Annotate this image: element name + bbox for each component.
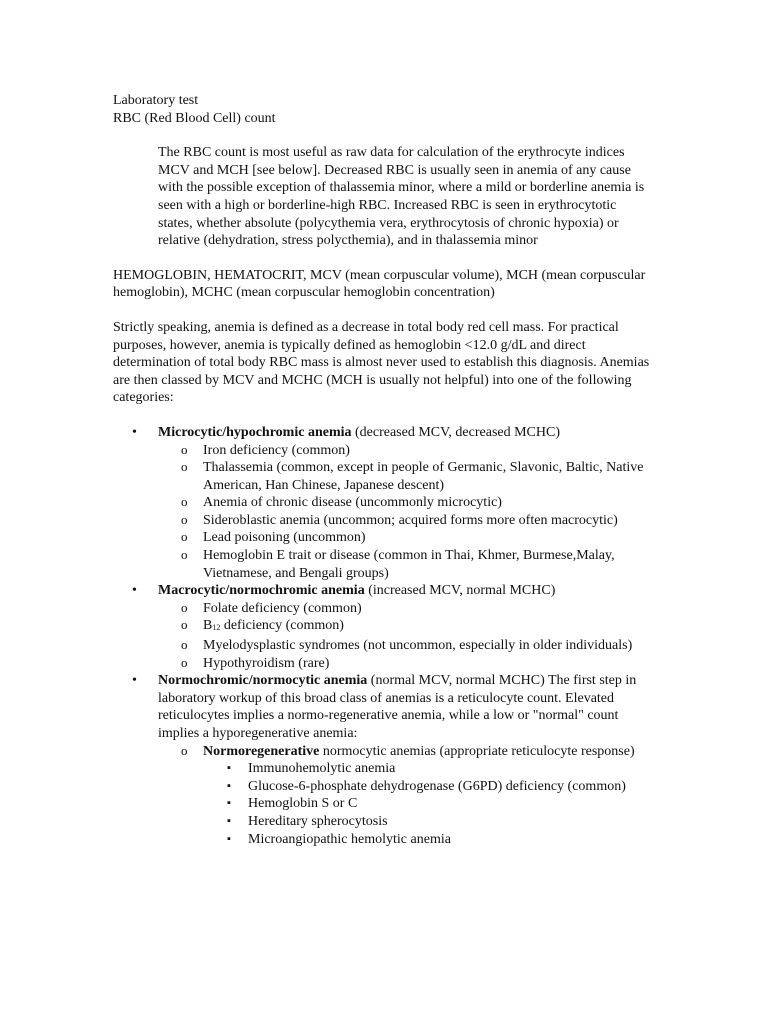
bullet-square-icon: ▪ xyxy=(227,832,231,845)
anemia-category-list xyxy=(113,424,653,848)
list-item xyxy=(113,760,653,778)
list-item-text: Thalassemia (common, except in people of Germanic, Slavonic, Baltic, Native American, Han Chinese, Japanese descent) xyxy=(203,460,644,493)
list-item xyxy=(113,459,653,494)
list-item-text: Hypothyroidism (rare) xyxy=(203,655,330,671)
bullet-circle-icon: o xyxy=(181,529,188,545)
list-item-text: Hemoglobin E trait or disease (common in Thai, Khmer, Burmese,Malay, Vietnamese, and Bengali groups) xyxy=(203,548,615,581)
list-item xyxy=(113,529,653,547)
normoregenerative-causes-list xyxy=(203,760,653,848)
indices-paragraph: HEMOGLOBIN, HEMATOCRIT, MCV (mean corpuscular volume), MCH (mean corpuscular hemoglobin), MCHC (mean corpuscular hemoglobin concentration) xyxy=(113,267,646,301)
category-macrocytic xyxy=(113,582,653,672)
anemia-definition-paragraph: Strictly speaking, anemia is defined as a decrease in total body red cell mass. For practical purposes, however, anemia is typically defined as hemoglobin <12.0 g/dL and direct determination of total body RBC mass is almost never used to establish this diagnosis. Anemias are then classed by MCV and MCHC (MCH is usually not helpful) into one of the following categories: xyxy=(113,319,650,406)
list-item-text: Lead poisoning (uncommon) xyxy=(203,530,366,546)
list-item xyxy=(113,547,653,582)
list-item-text: Iron deficiency (common) xyxy=(203,442,350,458)
list-item xyxy=(113,617,653,637)
heading-laboratory-test: Laboratory test xyxy=(113,93,199,108)
list-item xyxy=(113,743,653,849)
list-item-text: Microangiopathic hemolytic anemia xyxy=(248,831,451,847)
list-item-text: Anemia of chronic disease (uncommonly microcytic) xyxy=(203,495,502,511)
heading-rbc-count: RBC (Red Blood Cell) count xyxy=(113,110,276,126)
list-item xyxy=(113,494,653,512)
bullet-dot-icon: • xyxy=(132,583,137,599)
bullet-circle-icon: o xyxy=(181,459,188,475)
microcytic-causes-list xyxy=(158,442,653,583)
bullet-circle-icon: o xyxy=(181,637,188,653)
document-body xyxy=(113,92,653,848)
bullet-dot-icon: • xyxy=(132,673,137,689)
category-description: (decreased MCV, decreased MCHC) xyxy=(351,424,561,440)
bullet-circle-icon: o xyxy=(181,599,188,615)
bullet-circle-icon: o xyxy=(181,617,188,633)
list-item-text: Immunohemolytic anemia xyxy=(248,761,396,777)
list-item xyxy=(113,637,653,655)
list-item xyxy=(113,795,653,813)
list-item-text: deficiency (common) xyxy=(220,618,344,634)
list-item-text: Hemoglobin S or C xyxy=(248,796,358,812)
list-item xyxy=(113,655,653,673)
bullet-circle-icon: o xyxy=(181,511,188,527)
list-item-text: Myelodysplastic syndromes (not uncommon, especially in older individuals) xyxy=(203,638,633,654)
subtype-title: Normoregenerative xyxy=(203,743,320,759)
list-item xyxy=(113,778,653,796)
list-item xyxy=(113,831,653,849)
bullet-square-icon: ▪ xyxy=(227,779,231,792)
list-item xyxy=(113,813,653,831)
bullet-circle-icon: o xyxy=(181,441,188,457)
bullet-circle-icon: o xyxy=(181,494,188,510)
bullet-square-icon: ▪ xyxy=(227,762,231,775)
category-microcytic xyxy=(113,424,653,582)
list-item-text: Glucose-6-phosphate dehydrogenase (G6PD) deficiency (common) xyxy=(248,778,626,794)
list-item-text: Hereditary spherocytosis xyxy=(248,813,388,829)
rbc-paragraph: The RBC count is most useful as raw data for calculation of the erythrocyte indices MCV and MCH [see below]. Decreased RBC is usually seen in anemia of any cause with the possible exception of thalassemia minor, where a mild or borderline anemia is seen with a high or borderline-high RBC. Increased RBC is seen in erythrocytotic states, whether absolute (polycythemia vera, erythrocytosis of chronic hypoxia) or relative (dehydration, stress polycthemia), and in thalassemia minor xyxy=(158,145,645,249)
list-item xyxy=(113,442,653,460)
category-title: Macrocytic/normochromic anemia xyxy=(158,583,365,599)
normocytic-subtypes-list xyxy=(158,743,653,849)
category-description: (normal MCV, normal MCHC) The first step in laboratory workup of this broad class of anemias is a reticulocyte count. Elevated reticulocytes implies a normo-regenerative anemia, while a low or "normal" count implies a hyporegenerative anemia: xyxy=(158,673,637,741)
list-item xyxy=(113,512,653,530)
b12-subscript: 12 xyxy=(212,623,221,633)
list-item-text: Sideroblastic anemia (uncommon; acquired forms more often macrocytic) xyxy=(203,512,618,528)
category-description: (increased MCV, normal MCHC) xyxy=(364,583,556,599)
bullet-square-icon: ▪ xyxy=(227,797,231,810)
category-normocytic xyxy=(113,672,653,848)
category-title: Microcytic/hypochromic anemia xyxy=(158,424,352,440)
macrocytic-causes-list xyxy=(158,600,653,672)
bullet-circle-icon: o xyxy=(181,742,188,758)
bullet-dot-icon: • xyxy=(132,424,137,440)
list-item-text: Folate deficiency (common) xyxy=(203,600,362,616)
bullet-circle-icon: o xyxy=(181,654,188,670)
category-title: Normochromic/normocytic anemia xyxy=(158,673,368,689)
b12-letter: B xyxy=(203,618,213,634)
list-item xyxy=(113,600,653,618)
subtype-description: normocytic anemias (appropriate reticulocyte response) xyxy=(319,743,635,759)
bullet-square-icon: ▪ xyxy=(227,814,231,827)
bullet-circle-icon: o xyxy=(181,547,188,563)
